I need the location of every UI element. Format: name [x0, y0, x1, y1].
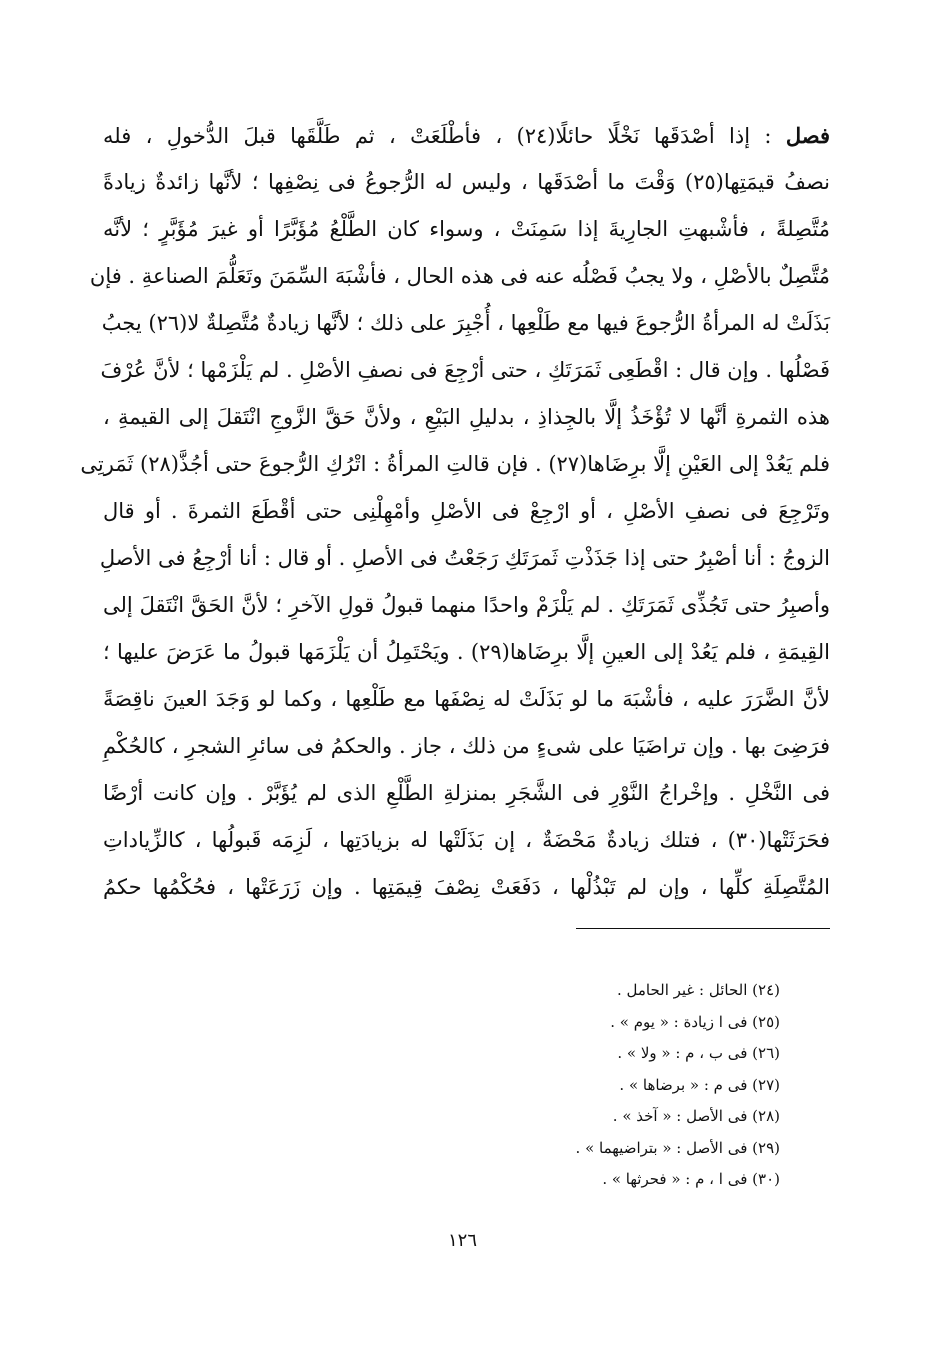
footnote-26: (٢٦) فى ب ، م : « ولا » .	[617, 1044, 780, 1062]
footnote-28: (٢٨) فى الأصل : « آخذ » .	[612, 1107, 780, 1125]
text-line-11: وأصبِرُ حتى تَجُذِّى ثَمَرَتَكِ . لم يَلْزَمْ واحدًا منهما قبولُ قولِ الآخرِ ؛ لأنَّ الحَقَّ انْتَقلَ إلى	[103, 593, 830, 617]
text-line-1	[103, 112, 830, 159]
text-line-4: مُتَّصِلٌ بالأصْلِ ، ولا يجبُ فَصْلُه عنه فى هذه الحال ، فأشْبَهَ السِّمَنَ وتَعَلُّمَ الصناعةِ . فإن	[89, 264, 830, 288]
text-line-12: القِيمَةِ ، فلم يَعُدْ إلى العينِ إلَّا برِضَاها(٢٩) . ويَحْتَمِلُ أن يَلْزَمَها قبولُ ما عَرَضَ عليها ؛	[103, 640, 831, 664]
footnote-29: (٢٩) فى الأصل : « بتراضيهما » .	[575, 1138, 780, 1157]
footnote-divider	[576, 928, 830, 929]
text-line-8: فلم يَعُدْ إلى العَيْنِ إلَّا برِضَاها(٢٧) . فإن قالتِ المرأةُ : اتْرُكِ الرُّجوعَ حتى أجُذَّ(٢٨) ثَمَرتِى	[80, 452, 830, 476]
text-line-13: لأنَّ الضَّرَرَ عليه ، فأشْبَهَ ما لو بَذَلَتْ له نِصْفَها مع طَلْعِها ، وكما لو وَجَدَ العينَ ناقِصَةً	[103, 687, 830, 711]
text-line-16: فحَرَثَتْها(٣٠) ، فتلك زيادةٌ مَحْضَةٌ ، إن بَذَلَتْها له بزيادَتِها ، لَزِمَه قَبولُها ، كالزِّياداتِ	[103, 828, 830, 852]
section-heading: فصل	[785, 123, 830, 148]
text-line-1-body: : إذا أصْدَقَها نَخْلًا حائلًا(٢٤) ، فأطْلَعَتْ ، ثم طَلَّقَها قبلَ الدُّخولِ ، فله	[103, 124, 786, 148]
text-line-7: هذه الثمرةِ أنَّها لا تُؤْخَذُ إلَّا بالجِذاذِ ، بدليلِ البَيْعِ ، ولأنَّ حَقَّ الزَّوجِ انْتَقلَ إلى القيمةِ ،	[103, 405, 830, 429]
text-line-9: وتَرْجِعَ فى نصفِ الأصْلِ ، أو ارْجِعْ فى الأصْلِ وأمْهِلْنِى حتى أقْطَعَ الثمرةَ . أو قال	[103, 499, 830, 523]
footnote-24: (٢٤) الحائل : غير الحامل .	[616, 981, 780, 999]
footnote-30: (٣٠) فى ا ، م : « فحرثها » .	[602, 1170, 780, 1188]
footnotes-block	[300, 975, 780, 1196]
footnote-27: (٢٧) فى م : « برضاها » .	[619, 1075, 780, 1094]
text-line-17: المُتَّصِلَةِ كلِّها ، وإن لم تَبْذُلْها ، دَفَعَتْ نِصْفَ قِيمَتِها . وإن زَرَعَتْها ، فحُكْمُها حكمُ	[103, 875, 830, 899]
text-line-10: الزوجُ : أنا أصْبِرُ حتى إذا جَذَذْتِ ثَمرَتَكِ رَجَعْتُ فى الأصلِ . أو قال : أنا أرْجِعُ فى الأصلِ	[99, 546, 830, 570]
text-line-14: فرَضِىَ بها . وإن تراضَيَا على شىءٍ من ذلك ، جاز . والحكمُ فى سائرِ الشجرِ ، كالحُكْمِ	[103, 734, 830, 758]
text-line-6: فَصْلُها . وإن قال : اقْطَعِى ثَمَرَتَكِ ، حتى أرْجِعَ فى نصفِ الأصْلِ . لم يَلْزَمْها ؛ لأنَّ عُرْفَ	[100, 358, 830, 382]
text-line-15: فى النَّخْلِ . وإخْراجُ النَّوْرِ فى الشَّجَرِ بمنزلةِ الطَّلْعِ الذى لم يُؤَبَّرْ . وإن كانت أرْضًا	[103, 781, 830, 805]
main-text-block	[80, 112, 831, 911]
text-line-5: بَذَلَتْ له المرأةُ الرُّجوعَ فيها مع طَلْعِها ، أُجْبِرَ على ذلك ؛ لأنَّها زيادةٌ مُتَّصِلةٌ لا(٢٦) يجبُ	[101, 311, 830, 335]
text-line-3: مُتَّصِلةً ، فأشْبهتِ الجارِيةَ إذا سَمِنَتْ ، وسواء كان الطَّلْعُ مُؤَبَّرًا أو غيرَ مُؤَبَّرٍ ؛ لأنَّه	[103, 217, 830, 241]
text-line-2: نصفُ قيمَتِها(٢٥) وَقْتَ ما أصْدَقَها ، وليس له الرُّجوعُ فى نِصْفِها ؛ لأنَّها زائدةٌ زيادةً	[103, 170, 830, 194]
footnote-25: (٢٥) فى ا زيادة : « يوم » .	[610, 1012, 780, 1031]
page-number: ١٢٦	[447, 1230, 477, 1251]
